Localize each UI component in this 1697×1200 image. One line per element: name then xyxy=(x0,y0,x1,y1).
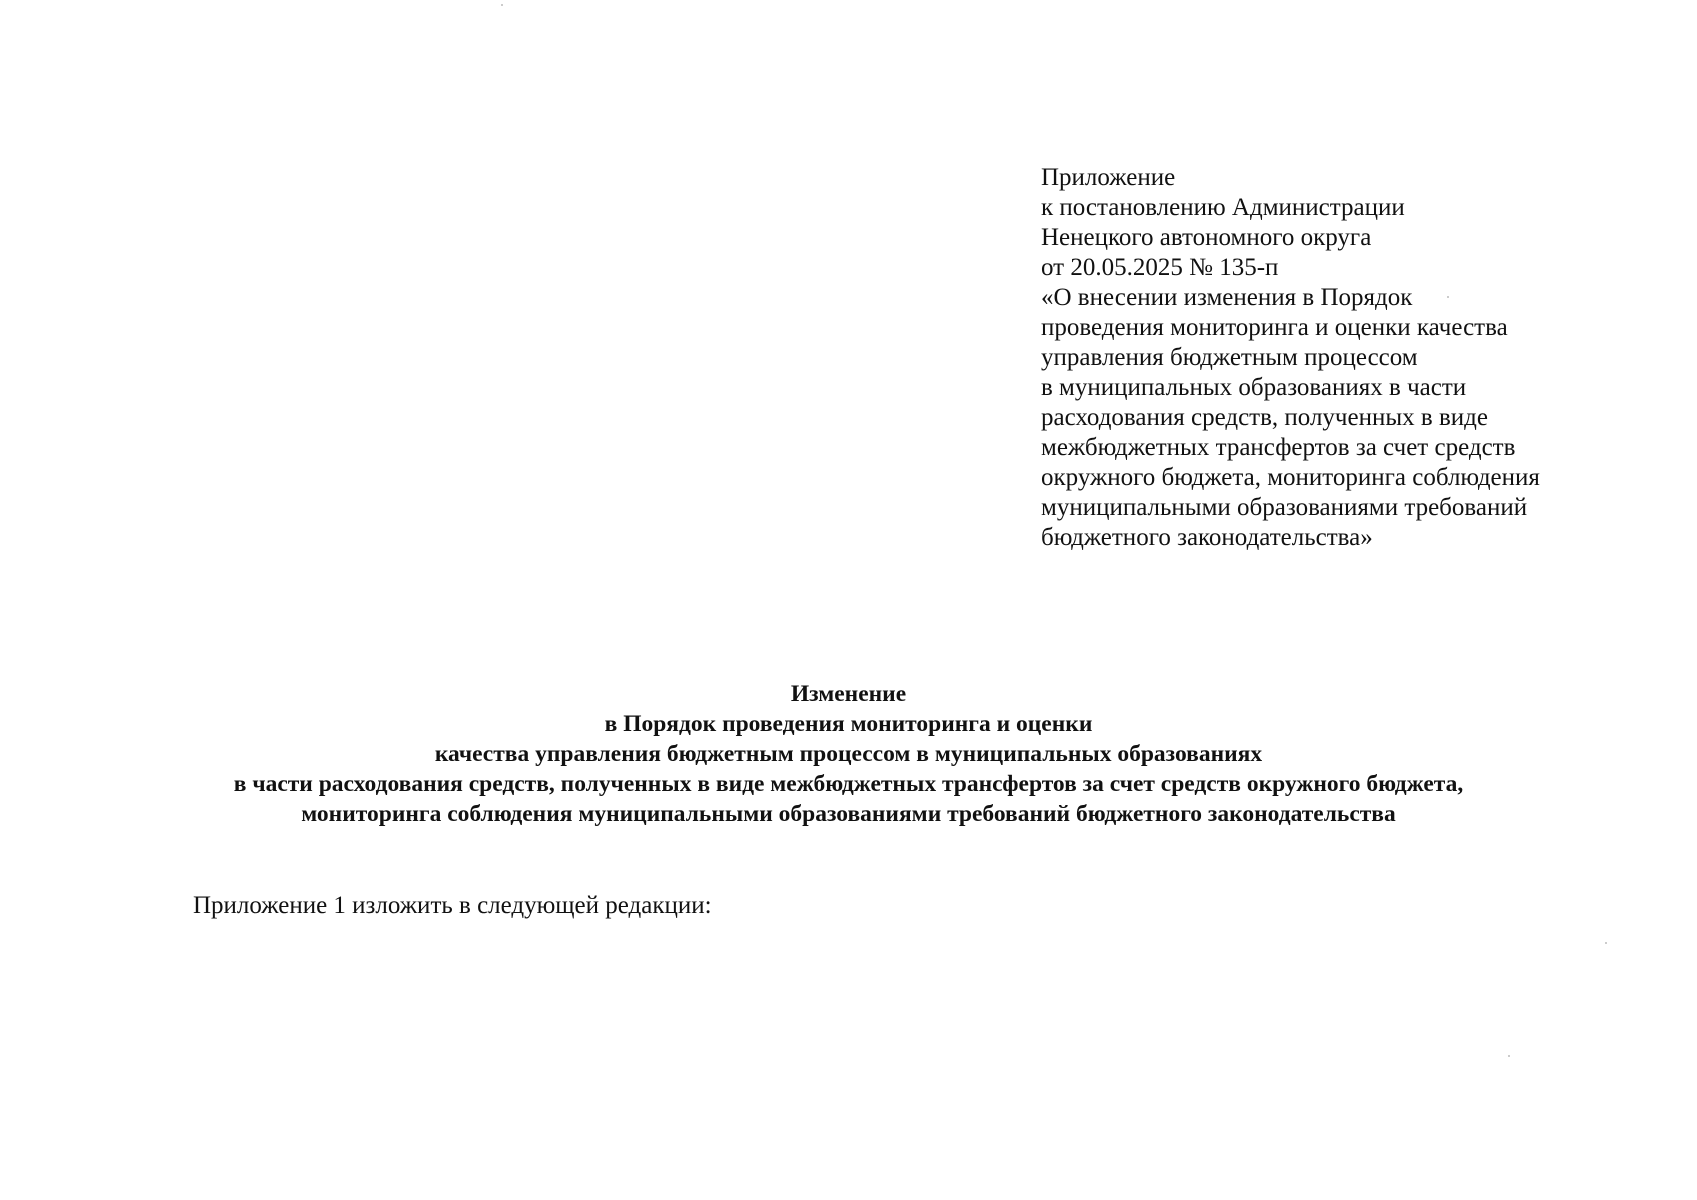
appendix-line: Приложение xyxy=(1041,164,1176,191)
appendix-line: окружного бюджета, мониторинга соблюдения xyxy=(1041,464,1540,491)
title-heading: Изменение xyxy=(790,681,907,707)
appendix-line: проведения мониторинга и оценки качества xyxy=(1041,314,1508,341)
appendix-line: муниципальными образованиями требований xyxy=(1041,494,1528,521)
body-paragraph: Приложение 1 изложить в следующей редакции: xyxy=(193,892,712,919)
appendix-line: к постановлению Администрации xyxy=(1041,194,1405,221)
appendix-line: от 20.05.2025 № 135-п xyxy=(1041,254,1279,281)
appendix-line: «О внесении изменения в Порядок xyxy=(1041,284,1413,311)
scan-speck xyxy=(501,4,503,6)
scan-speck xyxy=(1447,296,1449,298)
title-line: в Порядок проведения мониторинга и оценки xyxy=(604,711,1093,737)
scan-speck xyxy=(1605,942,1607,944)
appendix-line: Ненецкого автономного округа xyxy=(1041,224,1372,251)
appendix-line: управления бюджетным процессом xyxy=(1041,344,1418,371)
appendix-line: бюджетного законодательства» xyxy=(1041,524,1373,551)
appendix-line: расходования средств, полученных в виде xyxy=(1041,404,1488,431)
title-line: в части расходования средств, полученных в виде межбюджетных трансфертов за счет средств окружного бюджета, xyxy=(233,771,1464,797)
document-title xyxy=(0,679,1697,829)
appendix-line: межбюджетных трансфертов за счет средств xyxy=(1041,434,1516,461)
scan-speck xyxy=(1508,1055,1510,1057)
title-line: мониторинга соблюдения муниципальными образованиями требований бюджетного законодательства xyxy=(301,801,1396,827)
appendix-header xyxy=(1041,163,1661,553)
title-line: качества управления бюджетным процессом в муниципальных образованиях xyxy=(434,741,1263,767)
appendix-line: в муниципальных образованиях в части xyxy=(1041,374,1467,401)
